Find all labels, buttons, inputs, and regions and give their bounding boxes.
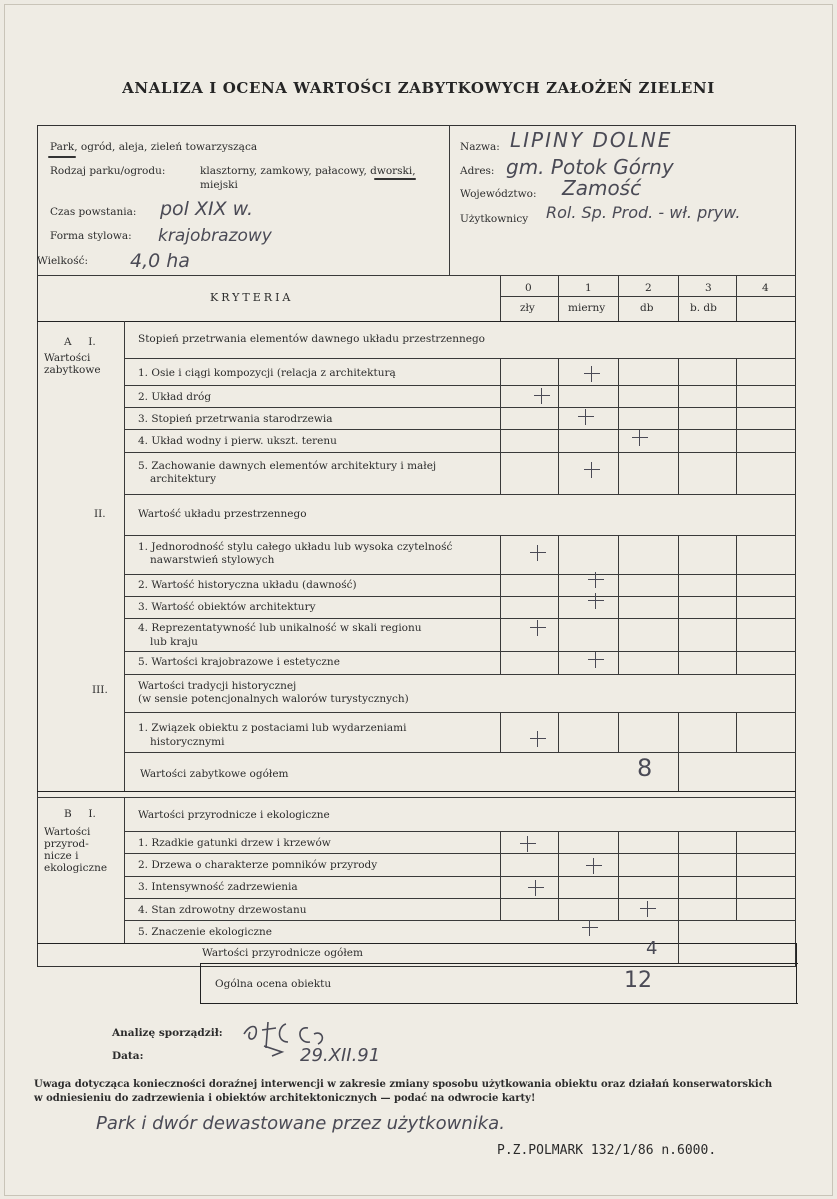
section-b-title: Wartości przyrodnicze i ekologiczne — [138, 809, 330, 821]
col — [500, 712, 501, 752]
col — [736, 712, 737, 752]
col — [678, 535, 679, 674]
criterion-row-cont: lub kraju — [150, 636, 198, 648]
wielkosc-value: 4,0 ha — [130, 250, 190, 272]
col-line-0 — [500, 275, 501, 321]
criterion-row: 2. Drzewa o charakterze pomników przyrody — [138, 859, 378, 871]
rodzaj-options: klasztorny, zamkowy, pałacowy, dworski, — [200, 165, 416, 177]
data-label: Data: — [112, 1050, 144, 1062]
uzytkownicy-label: Użytkownicy — [460, 213, 529, 225]
col-label-0: zły — [520, 302, 535, 314]
col-line-2 — [618, 275, 619, 321]
rule — [124, 876, 796, 877]
underline-mark — [48, 156, 76, 158]
wielkosc-label: Wielkość: — [37, 255, 89, 267]
section-b-bottom-rule — [37, 943, 796, 944]
rule — [124, 452, 796, 453]
wojewodztwo-label: Województwo: — [460, 188, 537, 200]
rodzaj-label: Rodzaj parku/ogrodu: — [50, 165, 166, 177]
score-mark — [530, 731, 546, 747]
rule — [124, 674, 796, 675]
criterion-row: 2. Wartość historyczna układu (dawność) — [138, 579, 357, 591]
col — [678, 358, 679, 494]
score-mark — [584, 366, 600, 382]
col — [558, 831, 559, 920]
col — [618, 831, 619, 920]
overall-top — [200, 963, 798, 964]
rule — [124, 898, 796, 899]
nazwa-value: LIPINY DOLNE — [510, 128, 673, 152]
score-mark — [588, 652, 604, 668]
wojewodztwo-value: Zamość — [562, 176, 642, 200]
col — [500, 535, 501, 674]
criterion-row: 1. Związek obiektu z postaciami lub wydarzeniami — [138, 722, 407, 734]
section-b-label-3: nicze i — [44, 850, 79, 862]
criterion-row: 1. Osie i ciągi kompozycji (relacja z architekturą — [138, 367, 396, 379]
nazwa-label: Nazwa: — [460, 141, 500, 153]
analiza-label: Analizę sporządził: — [112, 1027, 223, 1039]
rule — [124, 494, 796, 495]
rodzaj-options-2: miejski — [200, 179, 238, 191]
criterion-row: 2. Układ dróg — [138, 391, 212, 403]
group-2-num: II. — [94, 508, 106, 520]
criteria-heading: KRYTERIA — [210, 291, 294, 304]
forma-value: krajobrazowy — [158, 226, 272, 246]
criterion-row: 1. Rzadkie gatunki drzew i krzewów — [138, 837, 331, 849]
overall-label: Ogólna ocena obiektu — [215, 978, 332, 990]
section-a-total-value: 8 — [637, 754, 653, 782]
section-a-divider — [124, 321, 125, 791]
print-code: P.Z.POLMARK 132/1/86 n.6000. — [497, 1143, 717, 1158]
col-line-1 — [558, 275, 559, 321]
overall-right — [796, 943, 797, 1003]
section-b-label-2: przyrod- — [44, 838, 89, 850]
underline-mark — [374, 178, 416, 180]
col-num-4: 4 — [762, 282, 769, 294]
criterion-row: 5. Zachowanie dawnych elementów architektury i małej — [138, 460, 437, 472]
rule — [124, 618, 796, 619]
score-mark — [578, 409, 594, 425]
rule — [124, 831, 796, 832]
criteria-bottom-rule — [37, 321, 796, 322]
rule — [124, 853, 796, 854]
score-mark — [534, 388, 550, 404]
criterion-row: 4. Reprezentatywność lub unikalność w skali regionu — [138, 622, 422, 634]
criteria-top-rule — [37, 275, 796, 276]
rule — [124, 712, 796, 713]
rule — [124, 920, 796, 921]
group-3-num: III. — [92, 684, 108, 696]
col-num-2: 2 — [645, 282, 652, 294]
section-b-label-4: ekologiczne — [44, 862, 108, 874]
col — [736, 831, 737, 920]
note-line-1: Uwaga dotycząca konieczności doraźnej interwencji w zakresie zmiany sposobu użytkowania obiektu oraz działań konserwatorskich — [34, 1079, 773, 1090]
section-b-divider — [124, 797, 125, 943]
header-divider — [449, 125, 450, 276]
score-mark — [528, 880, 544, 896]
form-title: ANALIZA I OCENA WARTOŚCI ZABYTKOWYCH ZAŁOŻEŃ ZIELENI — [122, 79, 715, 97]
group-3-title-1: Wartości tradycji historycznej — [138, 680, 297, 692]
col — [500, 358, 501, 494]
criterion-row: 4. Stan zdrowotny drzewostanu — [138, 904, 307, 916]
score-mark — [582, 920, 598, 936]
col-num-3: 3 — [705, 282, 712, 294]
score-mark — [530, 545, 546, 561]
score-mark — [584, 462, 600, 478]
rule — [124, 651, 796, 652]
score-mark — [586, 858, 602, 874]
criterion-row-cont: nawarstwień stylowych — [150, 554, 275, 566]
col-line-3 — [678, 275, 679, 321]
park-label: Park, ogród, aleja, zieleń towarzysząca — [50, 141, 258, 153]
col-num-0: 0 — [525, 282, 532, 294]
czas-label: Czas powstania: — [50, 206, 137, 218]
section-b-top-rule — [37, 797, 796, 798]
col — [618, 535, 619, 674]
col — [500, 831, 501, 920]
col — [678, 712, 679, 791]
group-1-title: Stopień przetrwania elementów dawnego układu przestrzennego — [138, 333, 485, 345]
score-mark — [640, 901, 656, 917]
score-mark — [530, 620, 546, 636]
czas-value: pol XIX w. — [160, 198, 254, 220]
section-a-label-2: zabytkowe — [44, 364, 101, 376]
score-mark — [588, 593, 604, 609]
rule — [124, 752, 796, 753]
criterion-row: 3. Wartość obiektów architektury — [138, 601, 316, 613]
col-line-4 — [736, 275, 737, 321]
section-a-code: A I. — [64, 336, 96, 348]
handwritten-note: Park i dwór dewastowane przez użytkownika. — [96, 1113, 505, 1134]
forma-label: Forma stylowa: — [50, 230, 132, 242]
adres-label: Adres: — [460, 165, 495, 177]
rule — [124, 574, 796, 575]
data-value: 29.XII.91 — [300, 1045, 381, 1066]
rule — [124, 407, 796, 408]
criterion-row: 3. Intensywność zadrzewienia — [138, 881, 298, 893]
section-b-total-label: Wartości przyrodnicze ogółem — [202, 947, 363, 959]
section-a-total-label: Wartości zabytkowe ogółem — [140, 768, 289, 780]
col-label-3: b. db — [690, 302, 717, 314]
col — [678, 831, 679, 963]
rule — [124, 358, 796, 359]
section-b-code: B I. — [64, 808, 96, 820]
overall-bottom — [200, 1003, 798, 1004]
col — [736, 535, 737, 674]
group-2-title: Wartość układu przestrzennego — [138, 508, 307, 520]
col — [558, 712, 559, 752]
section-a-bottom-rule — [37, 791, 796, 792]
col — [558, 358, 559, 494]
col-num-1: 1 — [585, 282, 592, 294]
uzytkownicy-value: Rol. Sp. Prod. - wł. pryw. — [546, 203, 741, 222]
rule — [124, 596, 796, 597]
col — [736, 358, 737, 494]
criteria-mid-rule — [500, 296, 796, 297]
col — [618, 712, 619, 752]
score-mark — [520, 836, 536, 852]
criterion-row-cont: architektury — [150, 473, 217, 485]
adres-value: gm. Potok Górny — [506, 155, 674, 179]
section-b-label-1: Wartości — [44, 826, 91, 838]
col-label-1: mierny — [568, 302, 606, 314]
rule — [124, 429, 796, 430]
rule — [124, 535, 796, 536]
col — [558, 535, 559, 674]
rule — [124, 385, 796, 386]
criterion-row-cont: historycznymi — [150, 736, 225, 748]
col — [618, 358, 619, 494]
group-3-title-2: (w sensie potencjonalnych walorów turystycznych) — [138, 693, 409, 705]
criterion-row: 1. Jednorodność stylu całego układu lub wysoka czytelność — [138, 541, 453, 553]
criterion-row: 3. Stopień przetrwania starodrzewia — [138, 413, 333, 425]
score-mark — [632, 430, 648, 446]
criterion-row: 5. Znaczenie ekologiczne — [138, 926, 273, 938]
section-b-total-value: 4 — [646, 938, 658, 959]
overall-value: 12 — [624, 968, 652, 993]
criterion-row: 5. Wartości krajobrazowe i estetyczne — [138, 656, 340, 668]
overall-left — [200, 963, 201, 1003]
criterion-row: 4. Układ wodny i pierw. ukszt. terenu — [138, 435, 337, 447]
score-mark — [588, 572, 604, 588]
col-label-2: db — [640, 302, 654, 314]
note-line-2: w odniesieniu do zadrzewienia i obiektów architektonicznych — podać na odwrocie karty! — [34, 1093, 536, 1104]
section-a-label-1: Wartości — [44, 352, 91, 364]
